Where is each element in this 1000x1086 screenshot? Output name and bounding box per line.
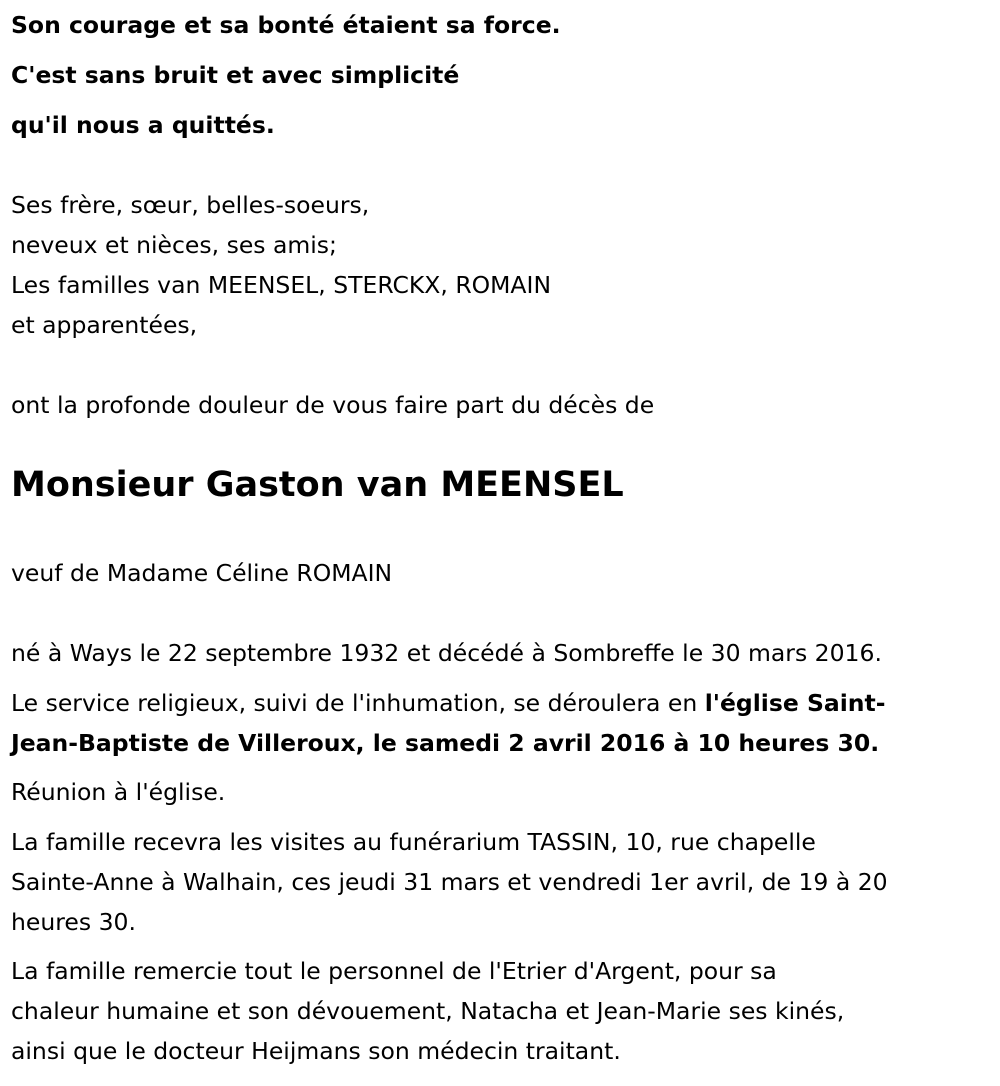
visits-line-3: heures 30.	[11, 908, 136, 936]
epitaph-line-2: C'est sans bruit et avec simplicité	[11, 61, 460, 89]
family-line-4: et apparentées,	[11, 311, 198, 339]
visits-line-1: La famille recevra les visites au funérarium TASSIN, 10, rue chapelle	[11, 828, 816, 856]
epitaph-line-3: qu'il nous a quittés.	[11, 111, 275, 139]
family-line-3: Les familles van MEENSEL, STERCKX, ROMAIN	[11, 271, 552, 299]
birth-death-text: né à Ways le 22 septembre 1932 et décédé à Sombreffe le 30 mars 2016.	[11, 639, 882, 667]
deceased-name: Monsieur Gaston van MEENSEL	[11, 465, 624, 505]
visits-line-2: Sainte-Anne à Walhain, ces jeudi 31 mars et vendredi 1er avril, de 19 à 20	[11, 868, 888, 896]
epitaph-line-1: Son courage et sa bonté étaient sa force.	[11, 11, 561, 39]
thanks-line-2: chaleur humaine et son dévouement, Natacha et Jean-Marie ses kinés,	[11, 997, 845, 1025]
family-line-2: neveux et nièces, ses amis;	[11, 231, 337, 259]
widower-of-text: veuf de Madame Céline ROMAIN	[11, 559, 393, 587]
service-text: Le service religieux, suivi de l'inhumation, se déroulera en	[11, 689, 705, 717]
service-line-1	[11, 689, 886, 717]
meeting-text: Réunion à l'église.	[11, 778, 226, 806]
service-location-start: l'église Saint-	[704, 689, 886, 717]
announcement-text: ont la profonde douleur de vous faire part du décès de	[11, 391, 655, 419]
service-location-date: Jean-Baptiste de Villeroux, le samedi 2 avril 2016 à 10 heures 30.	[11, 729, 880, 757]
thanks-line-3: ainsi que le docteur Heijmans son médecin traitant.	[11, 1037, 621, 1065]
family-line-1: Ses frère, sœur, belles-soeurs,	[11, 191, 370, 219]
thanks-line-1: La famille remercie tout le personnel de l'Etrier d'Argent, pour sa	[11, 957, 777, 985]
